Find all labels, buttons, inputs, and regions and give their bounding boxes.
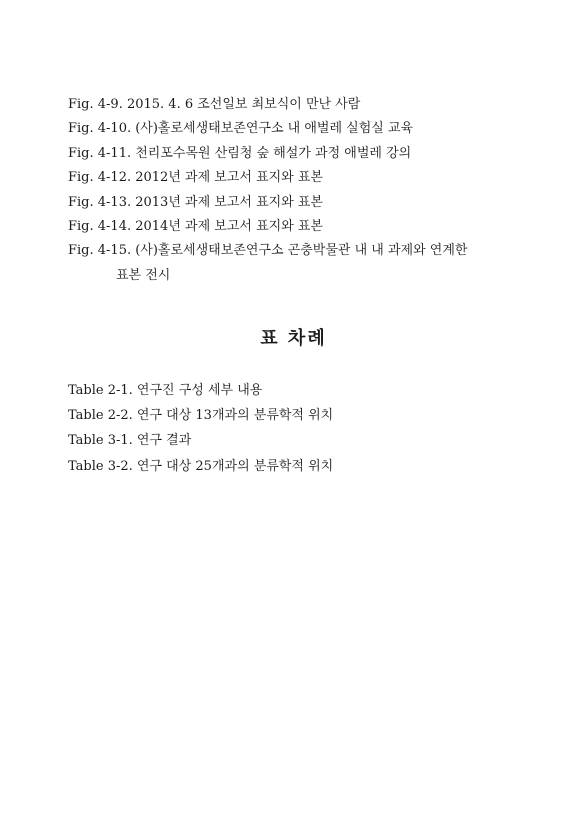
figure-caption: Fig. 4-14. 2014년 과제 보고서 표지와 표본 [68, 219, 323, 235]
table-list-item [68, 454, 568, 479]
table-caption: Table 3-2. 연구 대상 25개과의 분류학적 위치 [68, 458, 334, 474]
figure-list-item [68, 117, 568, 141]
figure-caption: Fig. 4-11. 천리포수목원 산림청 숲 해설가 과정 애벌레 강의 [68, 145, 412, 161]
figure-list-item [68, 215, 568, 239]
figure-caption: Fig. 4-12. 2012년 과제 보고서 표지와 표본 [68, 170, 323, 186]
figure-list-item [68, 93, 568, 117]
figure-list-item [68, 239, 568, 288]
table-list [68, 378, 568, 479]
table-of-tables-heading: 표 차례 [260, 328, 327, 349]
figure-list-item [68, 191, 568, 215]
table-caption: Table 2-2. 연구 대상 13개과의 분류학적 위치 [68, 408, 334, 424]
figure-caption: Fig. 4-9. 2015. 4. 6 조선일보 최보식이 만난 사람 [68, 97, 361, 112]
figure-list-item [68, 166, 568, 190]
table-caption: Table 2-1. 연구진 구성 세부 내용 [68, 383, 263, 398]
figure-caption: Fig. 4-15. (사)홀로세생태보존연구소 곤충박물관 내 내 과제와 연계한 [68, 243, 468, 259]
table-list-item [68, 403, 568, 428]
table-caption: Table 3-1. 연구 결과 [68, 433, 192, 449]
figure-caption: Fig. 4-13. 2013년 과제 보고서 표지와 표본 [68, 194, 323, 210]
figure-list [68, 93, 568, 288]
table-list-item [68, 378, 568, 403]
figure-list-item [68, 142, 568, 166]
figure-caption-continuation: 표본 전시 [116, 267, 171, 283]
figure-caption: Fig. 4-10. (사)홀로세생태보존연구소 내 애벌레 실험실 교육 [68, 121, 414, 137]
table-list-item [68, 428, 568, 453]
